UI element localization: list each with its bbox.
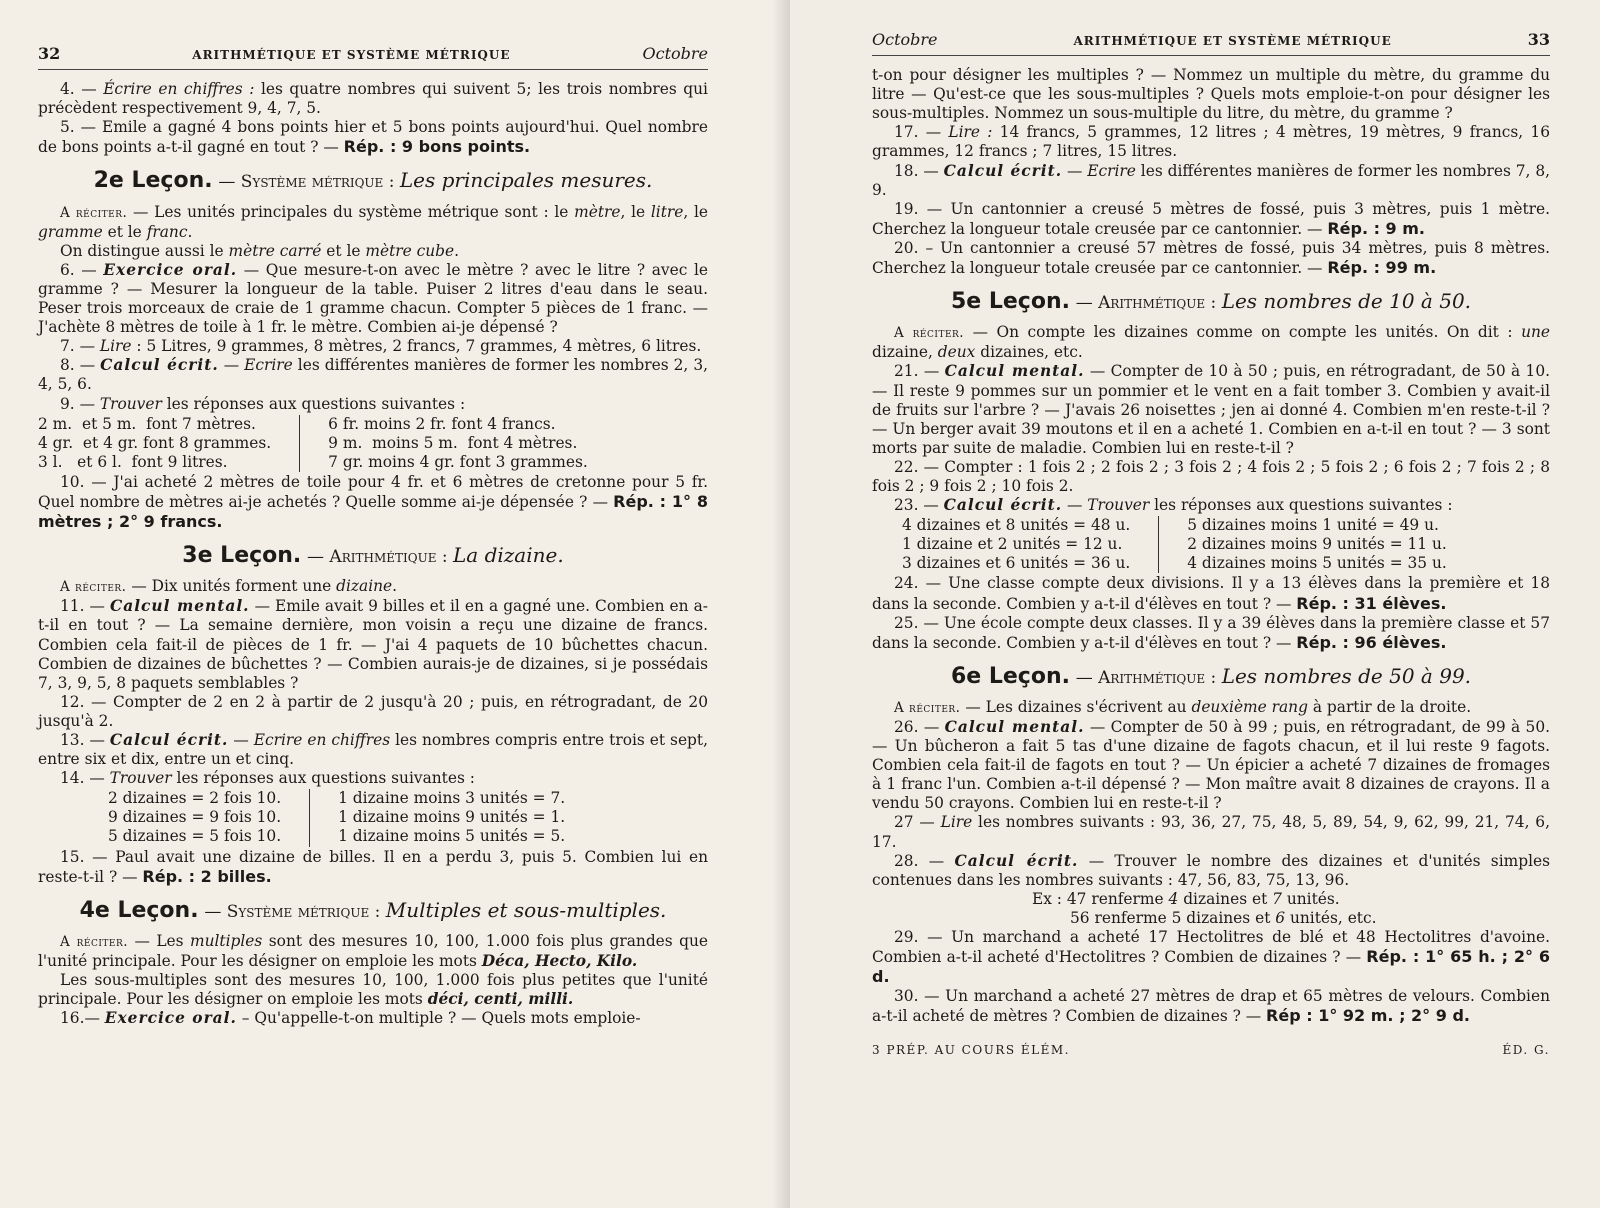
right-page	[790, 0, 1600, 1208]
answer: Rép : 1° 92 m. ; 2° 9 d.	[1266, 1006, 1470, 1026]
left-page-header	[38, 44, 708, 70]
exercise-22: 22. — Compter : 1 fois 2 ; 2 fois 2 ; 3 fois 2 ; 4 fois 2 ; 5 fois 2 ; 6 fois 2 ; 7 fois 2 ; 8 fois 2 ; 9 fois 2 ; 10 fois 2.	[872, 457, 1550, 495]
lesson-3-recite: A réciter. — Dix unités forment une dizaine.	[60, 577, 398, 596]
left-page-number: 32	[38, 44, 61, 63]
exercise-14-table	[38, 789, 708, 846]
left-header-month: Octobre	[642, 44, 708, 63]
footer-edition: ÉD. G.	[1502, 1042, 1550, 1057]
exercise-9-right-column: 6 fr. moins 2 fr. font 4 francs. 9 m. moins 5 m. font 4 mètres. 7 gr. moins 4 gr. font 3 grammes.	[328, 414, 588, 471]
exercise-28-example-2: 56 renferme 5 dizaines et 6 unités, etc.	[1070, 908, 1377, 927]
answer: Rép. : 31 élèves.	[1296, 593, 1447, 613]
exercise-7: 7. — Lire : 5 Litres, 9 grammes, 8 mètres, 2 francs, 7 grammes, 4 mètres, 6 litres.	[60, 337, 702, 356]
answer: Rép. : 99 m.	[1327, 258, 1437, 278]
exercise-13: 13. — Calcul écrit. — Ecrire en chiffres les nombres compris entre trois et sept, entre six et dix, entre un et cinq.	[38, 731, 708, 769]
exercise-28-example-1: Ex : 47 renferme 4 dizaines et 7 unités.	[1032, 889, 1340, 908]
exercise-25: 25. — Une école compte deux classes. Il y a 39 élèves dans la première classe et 57 dans la seconde. Combien y a-t-il d'élèves en tout ? — Rép. : 96 élèves.	[872, 613, 1550, 652]
exercise-23-table	[872, 516, 1550, 573]
lesson-4-recite: A réciter. — Les multiples sont des mesures 10, 100, 1.000 fois plus grandes que l'unité principale. Pour les désigner on emploie les mots Déca, Hecto, Kilo.	[38, 931, 709, 970]
answer: Rép. : 9 m.	[1327, 218, 1426, 238]
exercise-20: 20. – Un cantonnier a creusé 57 mètres de fossé, puis 34 mètres, puis 8 mètres. Cherchez la longueur totale creusée par ce cantonnier. — Rép. : 99 m.	[872, 238, 1550, 278]
exercise-16: 16.— Exercice oral. – Qu'appelle-t-on multiple ? — Quels mots emploie-	[60, 1009, 641, 1028]
page-footer	[872, 1041, 1550, 1060]
exercise-26: 26. — Calcul mental. — Compter de 50 à 99 ; puis, en rétrogradant, de 99 à 50. — Un bûcheron a fait 5 tas d'une dizaine de fagots chacun, et il lui reste 9 fagots. Combien cela fait-il de fagots en tout ? — Un épicier a acheté 7 dizaines de fromages à 1 franc l'un. Combien a-t-il dépensé ? — Mon maître avait 8 dizaines de crayons. Il a vendu 50 crayons. Combien lui en reste-t-il ?	[872, 718, 1551, 813]
exercise-28: 28. — Calcul écrit. — Trouver le nombre des dizaines et d'unités simples contenues dans les nombres suivants : 47, 56, 83, 75, 13, 96.	[872, 851, 1550, 889]
right-header-month: Octobre	[872, 30, 938, 49]
answer: Rép. : 2 billes.	[142, 866, 272, 886]
exercise-9-table	[38, 415, 708, 472]
lesson-6-recite: A réciter. — Les dizaines s'écrivent au deuxième rang à partir de la droite.	[894, 697, 1472, 716]
right-page-number: 33	[1527, 30, 1550, 49]
lesson-2-recite: A réciter. — Les unités principales du système métrique sont : le mètre, le litre, le gramme et le franc.	[38, 202, 709, 241]
lesson-2-heading: 2e Leçon. — Système métrique : Les principales mesures.	[93, 168, 653, 194]
exercise-6: 6. — Exercice oral. — Que mesure-t-on avec le mètre ? avec le litre ? avec le gramme ? — Mesurer la longueur de la table. Puiser 2 litres d'eau dans le seau. Peser trois morceaux de craie de 1 gramme chacun. Compter 5 pièces de 1 franc. — J'achète 8 mètres de toile à 1 fr. le mètre. Combien ai-je dépensé ?	[38, 260, 708, 337]
lesson-5-heading: 5e Leçon. — Arithmétique : Les nombres de 10 à 50.	[950, 289, 1472, 315]
exercise-27: 27 — Lire les nombres suivants : 93, 36, 27, 75, 48, 5, 89, 54, 9, 62, 99, 21, 74, 6, 17.	[872, 813, 1550, 851]
exercise-9-left-column: 2 m. et 5 m. font 7 mètres. 4 gr. et 4 gr. font 8 grammes. 3 l. et 6 l. font 9 litres.	[38, 415, 300, 472]
exercise-9: 9. — Trouver les réponses aux questions suivantes :	[60, 394, 466, 413]
footer-signature: 3 PRÉP. AU COURS ÉLÉM.	[872, 1042, 1070, 1057]
exercise-14-left-column: 2 dizaines = 2 fois 10. 9 dizaines = 9 fois 10. 5 dizaines = 5 fois 10.	[108, 789, 310, 846]
exercise-29: 29. — Un marchand a acheté 17 Hectolitres de blé et 48 Hectolitres d'avoine. Combien a-t-il acheté d'Hectolitres ? Combien de dizaines ? — Rép. : 1° 65 h. ; 2° 6 d.	[872, 928, 1550, 987]
exercise-4: 4. — Écrire en chiffres : les quatre nombres qui suivent 5; les trois nombres qui précèdent respectivement 9, 4, 7, 5.	[38, 80, 708, 118]
lesson-2-distingue: On distingue aussi le mètre carré et le mètre cube.	[60, 241, 460, 260]
exercise-30: 30. — Un marchand a acheté 27 mètres de drap et 65 mètres de velours. Combien a-t-il acheté de mètres ? Combien de dizaines ? — Rép : 1° 92 m. ; 2° 9 d.	[872, 987, 1550, 1026]
answer: Rép. : 9 bons points.	[343, 137, 531, 157]
answer: Rép. : 1° 65 h. ; 2° 6 d.	[872, 947, 1550, 987]
exercise-24: 24. — Une classe compte deux divisions. Il y a 13 élèves dans la première et 18 dans la seconde. Combien y a-t-il d'élèves en tout ? — Rép. : 31 élèves.	[872, 574, 1550, 613]
exercise-10: 10. — J'ai acheté 2 mètres de toile pour 4 fr. et 6 mètres de cretonne pour 5 fr. Quel nombre de mètres ai-je achetés ? Quelle somme ai-je dépensée ? — Rép. : 1° 8 mètres ; 2° 9 francs.	[38, 472, 709, 532]
exercise-14: 14. — Trouver les réponses aux questions suivantes :	[60, 769, 475, 788]
lesson-3-heading: 3e Leçon. — Arithmétique : La dizaine.	[182, 543, 564, 569]
exercise-23-right-column: 5 dizaines moins 1 unité = 49 u. 2 dizaines moins 9 unités = 11 u. 4 dizaines moins 5 unités = 35 u.	[1187, 516, 1447, 573]
answer: Rép. : 96 élèves.	[1296, 632, 1447, 652]
exercise-16-continued: t-on pour désigner les multiples ? — Nommez un multiple du mètre, du gramme du litre — Qu'est-ce que les sous-multiples ? Quels mots emploie-t-on pour désigner les sous-multiples. Nommez un sous-multiple du litre, du mètre, du gramme ?	[872, 66, 1550, 123]
answer: Rép. : 1° 8 mètres ; 2° 9 francs.	[38, 491, 709, 532]
right-page-header	[872, 30, 1550, 56]
left-page	[0, 0, 790, 1208]
exercise-18: 18. — Calcul écrit. — Ecrire les différentes manières de former les nombres 7, 8, 9.	[872, 161, 1551, 199]
exercise-5: 5. — Emile a gagné 4 bons points hier et 5 bons points aujourd'hui. Quel nombre de bons points a-t-il gagné en tout ? — Rép. : 9 bons points.	[38, 118, 708, 157]
lesson-6-heading: 6e Leçon. — Arithmétique : Les nombres de 50 à 99.	[950, 663, 1472, 689]
right-header-title: ARITHMÉTIQUE ET SYSTÈME MÉTRIQUE	[1073, 34, 1392, 48]
exercise-8: 8. — Calcul écrit. — Ecrire les différentes manières de former les nombres 2, 3, 4, 5, 6.	[38, 356, 709, 394]
exercise-21: 21. — Calcul mental. — Compter de 10 à 50 ; puis, en rétrogradant, de 50 à 10. — Il reste 9 pommes sur un pommier et le vent en a fait tomber 3. Combien y avait-il de fruits sur l'arbre ? — J'avais 26 noisettes ; jen ai donné 4. Combien m'en reste-t-il ? — Un berger avait 39 moutons et il en a acheté 1. Combien en a-t-il en tout ? — 3 sont morts par suite de maladie. Combien lui en reste-t-il ?	[872, 362, 1551, 457]
exercise-19: 19. — Un cantonnier a creusé 5 mètres de fossé, puis 3 mètres, puis 1 mètre. Cherchez la longueur totale creusée par ce cantonnier. — Rép. : 9 m.	[872, 199, 1550, 238]
exercise-12: 12. — Compter de 2 en 2 à partir de 2 jusqu'à 20 ; puis, en rétrogradant, de 20 jusqu'à 2.	[38, 692, 708, 730]
exercise-23: 23. — Calcul écrit. — Trouver les réponses aux questions suivantes :	[894, 496, 1453, 515]
exercise-15: 15. — Paul avait une dizaine de billes. Il en a perdu 3, puis 5. Combien lui en reste-t-il ? — Rép. : 2 billes.	[38, 847, 708, 886]
lesson-4-heading: 4e Leçon. — Système métrique : Multiples et sous-multiples.	[79, 897, 667, 923]
exercise-17: 17. — Lire : 14 francs, 5 grammes, 12 litres ; 4 mètres, 19 mètres, 9 francs, 16 grammes, 12 francs ; 7 litres, 15 litres.	[872, 123, 1550, 161]
exercise-23-left-column: 4 dizaines et 8 unités = 48 u. 1 dizaine et 2 unités = 12 u. 3 dizaines et 6 unités = 36 u.	[902, 516, 1159, 573]
left-header-title: ARITHMÉTIQUE ET SYSTÈME MÉTRIQUE	[192, 48, 511, 62]
exercise-11: 11. — Calcul mental. — Emile avait 9 billes et il en a gagné une. Combien en a-t-il en tout ? — La semaine dernière, mon voisin a reçu une dizaine de francs. Combien cela fait-il de pièces de 1 fr. — J'ai 4 paquets de 10 bûchettes chacun. Combien de dizaines de bûchettes ? — Combien aurais-je de dizaines, si je possédais 7, 3, 9, 5, 8 paquets semblables ?	[38, 597, 708, 692]
lesson-5-recite: A réciter. — On compte les dizaines comme on compte les unités. On dit : une dizaine, deux dizaines, etc.	[872, 323, 1550, 362]
lesson-4-sous-multiples: Les sous-multiples sont des mesures 10, 100, 1.000 fois plus petites que l'unité principale. Pour les désigner on emploie les mots déci, centi, milli.	[38, 971, 708, 1009]
exercise-14-right-column: 1 dizaine moins 3 unités = 7. 1 dizaine moins 9 unités = 1. 1 dizaine moins 5 unités = 5.	[338, 789, 566, 846]
